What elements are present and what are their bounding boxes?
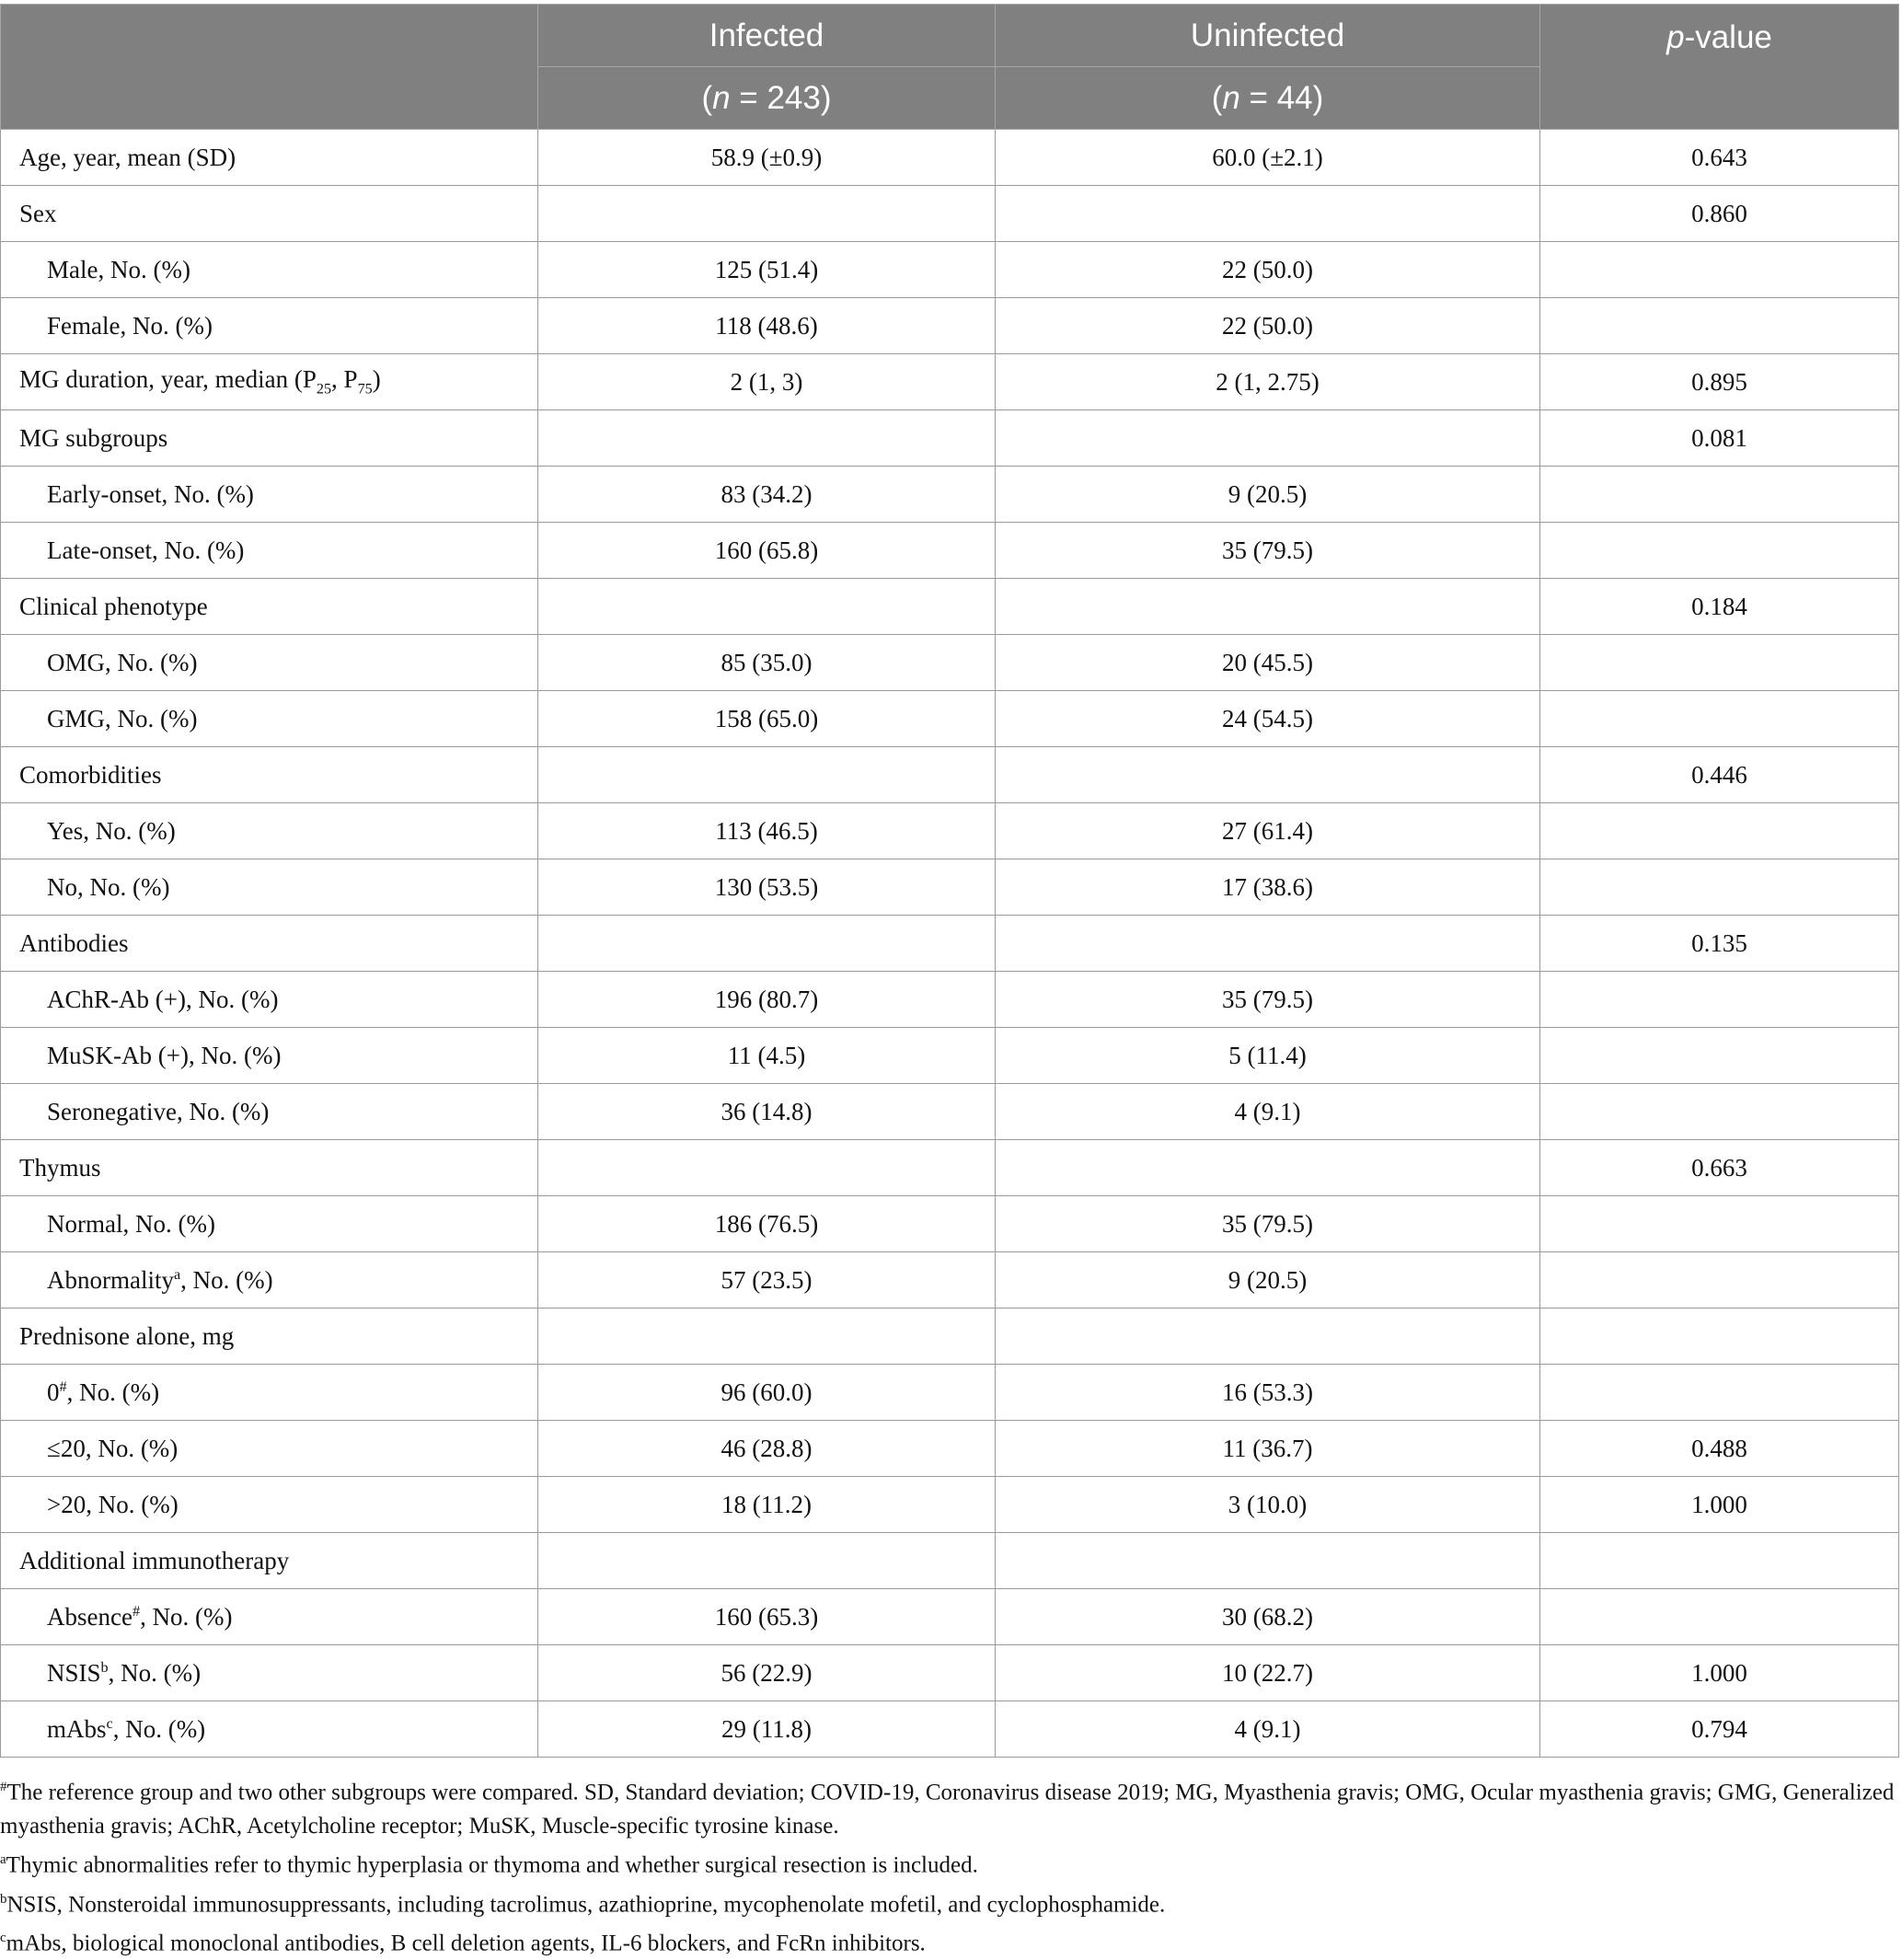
row-label: NSIS$^b$, No. (%)	[1, 1645, 538, 1701]
footnote: $^c$mAbs, biological monoclonal antibodies, B cell deletion agents, IL-6 blockers, and FcRn inhibitors.	[0, 1930, 926, 1956]
p-value: 0.643	[1540, 130, 1899, 186]
p-value: 0.895	[1540, 354, 1899, 410]
header-uninfected-n: (n = 44)	[996, 67, 1540, 130]
infected-value: 46 (28.8)	[538, 1421, 996, 1477]
infected-value	[538, 1533, 996, 1589]
uninfected-value: 11 (36.7)	[996, 1421, 1540, 1477]
uninfected-value	[996, 410, 1540, 467]
table-row	[1, 691, 1899, 747]
table-row	[1, 467, 1899, 523]
row-label: 0#, No. (%)	[1, 1365, 538, 1421]
p-value	[1540, 1533, 1899, 1589]
infected-value: 83 (34.2)	[538, 467, 996, 523]
p-value: 0.488	[1540, 1421, 1899, 1477]
uninfected-value: 20 (45.5)	[996, 635, 1540, 691]
header-infected-n: (n = 243)	[538, 67, 996, 130]
infected-value: 186 (76.5)	[538, 1196, 996, 1252]
infected-value: 125 (51.4)	[538, 242, 996, 298]
row-label: GMG, No. (%)	[1, 691, 538, 747]
row-label: OMG, No. (%)	[1, 635, 538, 691]
row-label: Prednisone alone, mg	[1, 1309, 538, 1365]
row-label: Male, No. (%)	[1, 242, 538, 298]
uninfected-value: 3 (10.0)	[996, 1477, 1540, 1533]
infected-value	[538, 747, 996, 803]
p-value	[1540, 1028, 1899, 1084]
uninfected-value: 10 (22.7)	[996, 1645, 1540, 1701]
table-row	[1, 972, 1899, 1028]
footnote: $^a$Thymic abnormalities refer to thymic hyperplasia or thymoma and whether surgical resection is included.	[0, 1852, 978, 1878]
infected-value: 11 (4.5)	[538, 1028, 996, 1084]
p-value: 0.663	[1540, 1140, 1899, 1196]
table-row	[1, 1365, 1899, 1421]
uninfected-value: 22 (50.0)	[996, 242, 1540, 298]
infected-value	[538, 410, 996, 467]
table-row	[1, 803, 1899, 859]
table-header	[1, 5, 1899, 130]
p-value	[1540, 1196, 1899, 1252]
row-label: ≤20, No. (%)	[1, 1421, 538, 1477]
table-row	[1, 1645, 1899, 1701]
infected-value	[538, 186, 996, 242]
p-value	[1540, 1084, 1899, 1140]
row-label: No, No. (%)	[1, 859, 538, 916]
p-value	[1540, 523, 1899, 579]
infected-value: 2 (1, 3)	[538, 354, 996, 410]
row-label: MG duration, year, median ($P_{25}$, $P_{75}$)	[1, 354, 538, 410]
uninfected-value: 2 (1, 2.75)	[996, 354, 1540, 410]
infected-value: 29 (11.8)	[538, 1701, 996, 1758]
row-label: Comorbidities	[1, 747, 538, 803]
row-label: Early-onset, No. (%)	[1, 467, 538, 523]
row-label: AChR-Ab (+), No. (%)	[1, 972, 538, 1028]
infected-value: 57 (23.5)	[538, 1252, 996, 1309]
infected-value: 85 (35.0)	[538, 635, 996, 691]
table-row	[1, 1701, 1899, 1758]
table-row	[1, 1084, 1899, 1140]
row-label: Absence#, No. (%)	[1, 1589, 538, 1645]
row-label: Additional immunotherapy	[1, 1533, 538, 1589]
table-row	[1, 916, 1899, 972]
infected-value: 158 (65.0)	[538, 691, 996, 747]
uninfected-value: 30 (68.2)	[996, 1589, 1540, 1645]
uninfected-value: 22 (50.0)	[996, 298, 1540, 354]
table-row	[1, 1252, 1899, 1309]
footnote: $^b$NSIS, Nonsteroidal immunosuppressants, including tacrolimus, azathioprine, mycophenolate mofetil, and cyclophosphamide.	[0, 1891, 1166, 1917]
row-label: Late-onset, No. (%)	[1, 523, 538, 579]
infected-value: 36 (14.8)	[538, 1084, 996, 1140]
uninfected-value: 4 (9.1)	[996, 1084, 1540, 1140]
infected-value: 58.9 (±0.9)	[538, 130, 996, 186]
infected-value: 160 (65.3)	[538, 1589, 996, 1645]
p-value: 1.000	[1540, 1645, 1899, 1701]
p-value: 0.794	[1540, 1701, 1899, 1758]
infected-value	[538, 579, 996, 635]
infected-value	[538, 1140, 996, 1196]
p-variable: p	[1666, 19, 1685, 55]
header-empty-cell	[1, 5, 538, 130]
table-row	[1, 523, 1899, 579]
infected-value	[538, 916, 996, 972]
uninfected-value: 9 (20.5)	[996, 1252, 1540, 1309]
header-p-value	[1540, 5, 1899, 130]
table-row	[1, 635, 1899, 691]
p-value: 1.000	[1540, 1477, 1899, 1533]
p-value	[1540, 691, 1899, 747]
row-label: MG subgroups	[1, 410, 538, 467]
p-value: 0.184	[1540, 579, 1899, 635]
row-label: Seronegative, No. (%)	[1, 1084, 538, 1140]
p-value	[1540, 859, 1899, 916]
p-value	[1540, 1252, 1899, 1309]
table-row	[1, 579, 1899, 635]
row-label: Sex	[1, 186, 538, 242]
table-row	[1, 130, 1899, 186]
table-row	[1, 1589, 1899, 1645]
uninfected-value	[996, 1533, 1540, 1589]
p-value	[1540, 1365, 1899, 1421]
row-label: Thymus	[1, 1140, 538, 1196]
header-uninfected: Uninfected	[996, 5, 1540, 67]
infected-value: 118 (48.6)	[538, 298, 996, 354]
table-row	[1, 1533, 1899, 1589]
infected-value: 56 (22.9)	[538, 1645, 996, 1701]
header-infected: Infected	[538, 5, 996, 67]
table-row	[1, 242, 1899, 298]
p-value	[1540, 242, 1899, 298]
table-row	[1, 298, 1899, 354]
p-value: 0.135	[1540, 916, 1899, 972]
table-row	[1, 1421, 1899, 1477]
p-value: 0.081	[1540, 410, 1899, 467]
uninfected-value	[996, 579, 1540, 635]
row-label: Antibodies	[1, 916, 538, 972]
p-value: 0.446	[1540, 747, 1899, 803]
row-label: Age, year, mean (SD)	[1, 130, 538, 186]
table-row	[1, 354, 1899, 410]
row-label: mAbs$^c$, No. (%)	[1, 1701, 538, 1758]
row-label: MuSK-Ab (+), No. (%)	[1, 1028, 538, 1084]
uninfected-value: 24 (54.5)	[996, 691, 1540, 747]
row-label: >20, No. (%)	[1, 1477, 538, 1533]
p-value	[1540, 298, 1899, 354]
footnote: #The reference group and two other subgroups were compared. SD, Standard deviation; COVID-19, Coronavirus disease 2019; MG, Myasthenia gravis; OMG, Ocular myasthenia gravis; GMG, Generalized myasthenia gravis; AChR, Acetylcholine receptor; MuSK, Muscle-specific tyrosine kinase.	[0, 1780, 1895, 1839]
table-row	[1, 1140, 1899, 1196]
uninfected-value: 35 (79.5)	[996, 1196, 1540, 1252]
infected-value: 96 (60.0)	[538, 1365, 996, 1421]
uninfected-value: 16 (53.3)	[996, 1365, 1540, 1421]
infected-value: 113 (46.5)	[538, 803, 996, 859]
infected-value: 130 (53.5)	[538, 859, 996, 916]
row-label: Yes, No. (%)	[1, 803, 538, 859]
uninfected-value	[996, 916, 1540, 972]
table-row	[1, 1309, 1899, 1365]
row-label: Abnormality$^a$, No. (%)	[1, 1252, 538, 1309]
table-body	[1, 130, 1899, 1758]
p-value	[1540, 1589, 1899, 1645]
p-value	[1540, 972, 1899, 1028]
table-row	[1, 1028, 1899, 1084]
p-suffix: -value	[1684, 19, 1772, 55]
p-value: 0.860	[1540, 186, 1899, 242]
footnotes	[0, 1770, 1898, 1960]
uninfected-value: 35 (79.5)	[996, 972, 1540, 1028]
table-row	[1, 1477, 1899, 1533]
uninfected-value: 9 (20.5)	[996, 467, 1540, 523]
uninfected-value	[996, 1309, 1540, 1365]
characteristics-table	[0, 4, 1899, 1758]
table-row	[1, 186, 1899, 242]
uninfected-value	[996, 186, 1540, 242]
table-row	[1, 1196, 1899, 1252]
row-label: Clinical phenotype	[1, 579, 538, 635]
uninfected-value	[996, 747, 1540, 803]
table-row	[1, 747, 1899, 803]
uninfected-value	[996, 1140, 1540, 1196]
row-label: Female, No. (%)	[1, 298, 538, 354]
p-value	[1540, 635, 1899, 691]
p-value	[1540, 803, 1899, 859]
uninfected-value: 17 (38.6)	[996, 859, 1540, 916]
infected-value: 18 (11.2)	[538, 1477, 996, 1533]
row-label: Normal, No. (%)	[1, 1196, 538, 1252]
infected-value	[538, 1309, 996, 1365]
uninfected-value: 4 (9.1)	[996, 1701, 1540, 1758]
uninfected-value: 60.0 (±2.1)	[996, 130, 1540, 186]
infected-value: 196 (80.7)	[538, 972, 996, 1028]
p-value	[1540, 467, 1899, 523]
uninfected-value: 27 (61.4)	[996, 803, 1540, 859]
p-value	[1540, 1309, 1899, 1365]
table-row	[1, 859, 1899, 916]
uninfected-value: 35 (79.5)	[996, 523, 1540, 579]
uninfected-value: 5 (11.4)	[996, 1028, 1540, 1084]
table-row	[1, 410, 1899, 467]
infected-value: 160 (65.8)	[538, 523, 996, 579]
